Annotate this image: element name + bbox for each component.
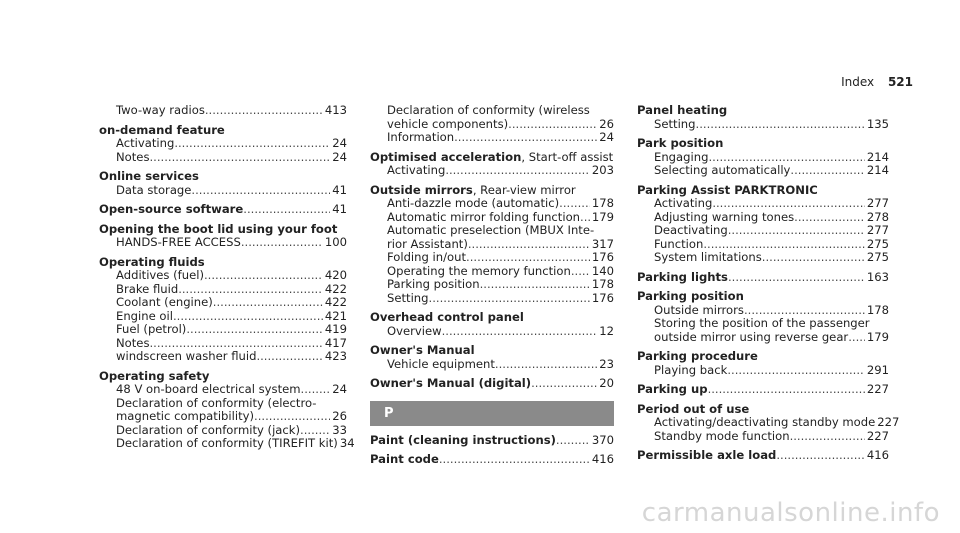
index-subentry bbox=[370, 211, 614, 225]
leader-dots bbox=[571, 265, 590, 279]
index-entry-continued: Declaration of conformity (wireless bbox=[387, 103, 590, 117]
page-header bbox=[841, 75, 913, 89]
leader-dots bbox=[454, 131, 597, 145]
entry-text: Activating bbox=[654, 196, 713, 210]
leader-dots bbox=[531, 377, 597, 391]
entry-text: Engine oil bbox=[116, 308, 173, 323]
leader-dots bbox=[559, 197, 590, 211]
index-subentry bbox=[99, 424, 347, 438]
entry-page: 277 bbox=[866, 196, 889, 210]
entry-page: 370 bbox=[591, 432, 614, 447]
leader-dots bbox=[708, 151, 864, 165]
leader-dots bbox=[727, 364, 865, 378]
entry-page: 179 bbox=[866, 329, 889, 344]
entry-page: 135 bbox=[866, 116, 889, 131]
entry-page: 100 bbox=[324, 235, 347, 249]
entry-text: Activating bbox=[387, 163, 446, 177]
entry-page: 140 bbox=[591, 263, 614, 278]
index-subentry bbox=[370, 358, 614, 372]
leader-dots bbox=[256, 350, 322, 364]
index-heading-entry bbox=[370, 377, 614, 391]
index-subentry bbox=[637, 224, 889, 238]
index-subentry bbox=[99, 104, 347, 118]
leader-dots bbox=[508, 118, 597, 132]
index-subentry bbox=[637, 251, 889, 265]
entry-page: 275 bbox=[866, 236, 889, 251]
index-heading bbox=[370, 184, 614, 198]
entry-text: Engaging bbox=[654, 149, 709, 164]
index-heading: Online services bbox=[99, 169, 199, 183]
entry-page: 227 bbox=[866, 382, 889, 396]
entry-page: 422 bbox=[324, 281, 347, 296]
leader-dots bbox=[150, 337, 323, 351]
entry-text: Folding in/out bbox=[387, 250, 467, 264]
entry-page: 214 bbox=[866, 149, 889, 164]
index-entry-continued: Declaration of conformity (electro- bbox=[116, 395, 317, 410]
leader-dots bbox=[301, 383, 331, 397]
index-heading-entry bbox=[99, 203, 347, 217]
entry-text: Anti-dazzle mode (automatic) bbox=[387, 196, 560, 210]
leader-dots bbox=[442, 325, 598, 339]
entry-text: Outside mirrors bbox=[654, 302, 744, 317]
index-heading: Parking position bbox=[637, 289, 744, 303]
index-subentry bbox=[370, 131, 614, 145]
entry-page: 163 bbox=[866, 269, 889, 284]
entry-page: 179 bbox=[591, 209, 614, 224]
index-subentry bbox=[370, 197, 614, 211]
index-heading: Parking procedure bbox=[637, 349, 758, 363]
entry-text: Setting bbox=[387, 290, 429, 305]
entry-page: 420 bbox=[324, 268, 347, 282]
leader-dots bbox=[848, 331, 865, 345]
leader-dots bbox=[173, 310, 323, 324]
leader-dots bbox=[728, 224, 865, 238]
leader-dots bbox=[439, 453, 590, 467]
entry-page: 227 bbox=[866, 428, 889, 443]
index-subentry bbox=[370, 251, 614, 265]
entry-text: Setting bbox=[654, 116, 696, 131]
entry-text: 48 V on-board electrical system bbox=[116, 382, 301, 396]
index-subentry bbox=[637, 211, 889, 225]
index-subentry bbox=[370, 292, 614, 306]
index-subentry bbox=[637, 238, 889, 252]
leader-dots bbox=[468, 238, 590, 252]
entry-page: 413 bbox=[324, 103, 347, 117]
leader-dots bbox=[254, 410, 330, 424]
entry-page: 20 bbox=[599, 376, 614, 390]
entry-page: 23 bbox=[599, 356, 614, 371]
leader-dots bbox=[178, 283, 323, 297]
index-entry-continued: Automatic preselection (MBUX Inte- bbox=[387, 223, 595, 237]
entry-text: outside mirror using reverse gear bbox=[654, 329, 849, 344]
index-heading-entry bbox=[637, 271, 889, 285]
index-subentry bbox=[99, 137, 347, 151]
index-heading: Operating safety bbox=[99, 368, 210, 383]
index-subentry bbox=[370, 265, 614, 279]
heading-see-also: , Start-off assist bbox=[521, 149, 614, 164]
index-subentry bbox=[99, 184, 347, 198]
entry-text: Declaration of conformity (jack) bbox=[116, 422, 301, 437]
entry-text: Notes bbox=[116, 335, 150, 350]
leader-dots bbox=[186, 323, 323, 337]
entry-text: Fuel (petrol) bbox=[116, 322, 187, 336]
entry-page: 24 bbox=[332, 149, 347, 164]
heading-text: Optimised acceleration bbox=[370, 149, 522, 164]
index-heading: Panel heating bbox=[637, 103, 728, 117]
entry-text: Data storage bbox=[116, 182, 192, 197]
entry-text: Paint code bbox=[370, 452, 439, 466]
index-subentry bbox=[99, 269, 347, 283]
entry-text: Parking up bbox=[637, 382, 708, 396]
entry-text: Standby mode function bbox=[654, 428, 790, 443]
index-subentry bbox=[99, 283, 347, 297]
entry-page: 421 bbox=[324, 308, 347, 323]
index-letter-heading: P bbox=[370, 401, 614, 426]
leader-dots bbox=[300, 424, 330, 438]
leader-dots bbox=[762, 251, 865, 265]
leader-dots bbox=[480, 278, 590, 292]
entry-page: 41 bbox=[332, 182, 347, 197]
index-subentry bbox=[99, 383, 347, 397]
index-subentry bbox=[99, 323, 347, 337]
leader-dots bbox=[708, 383, 865, 397]
index-subentry bbox=[637, 331, 889, 345]
entry-text: Activating bbox=[116, 136, 175, 150]
entry-text: Operating the memory function bbox=[387, 263, 571, 278]
index-heading: Parking Assist PARKTRONIC bbox=[637, 182, 818, 197]
entry-text: Deactivating bbox=[654, 223, 728, 237]
index-heading-entry bbox=[637, 383, 889, 397]
entry-page: 278 bbox=[866, 209, 889, 224]
entry-text: Declaration of conformity (TIREFIT kit) bbox=[116, 436, 338, 450]
index-heading: Period out of use bbox=[637, 401, 750, 416]
leader-dots bbox=[556, 434, 590, 448]
index-subentry bbox=[99, 310, 347, 324]
leader-dots bbox=[776, 449, 865, 463]
entry-page: 277 bbox=[866, 223, 889, 237]
index-subentry bbox=[99, 350, 347, 364]
entry-page: 317 bbox=[591, 236, 614, 251]
entry-page: 422 bbox=[324, 295, 347, 309]
entry-page: 178 bbox=[591, 277, 614, 291]
leader-dots bbox=[495, 358, 597, 372]
entry-page: 176 bbox=[591, 290, 614, 305]
entry-page: 41 bbox=[332, 202, 347, 216]
index-heading-entry bbox=[370, 434, 614, 448]
index-subentry bbox=[370, 118, 614, 132]
index-subentry bbox=[370, 325, 614, 339]
entry-page: 26 bbox=[332, 409, 347, 423]
entry-page: 227 bbox=[877, 415, 900, 429]
section-label: Index bbox=[841, 75, 875, 89]
leader-dots bbox=[712, 197, 865, 211]
index-subentry bbox=[637, 364, 889, 378]
index-subentry bbox=[99, 337, 347, 351]
index-entry-continued: Storing the position of the passenger bbox=[654, 316, 870, 330]
entry-text: Permissible axle load bbox=[637, 448, 777, 462]
entry-text: rior Assistant) bbox=[387, 236, 468, 251]
entry-page: 26 bbox=[599, 116, 614, 131]
index-heading: Overhead control panel bbox=[370, 310, 524, 324]
index-heading: Opening the boot lid using your foot bbox=[99, 221, 338, 236]
index-subentry bbox=[637, 430, 889, 444]
leader-dots bbox=[703, 238, 865, 252]
leader-dots bbox=[205, 104, 323, 118]
entry-text: Coolant (engine) bbox=[116, 295, 213, 309]
entry-page: 178 bbox=[591, 196, 614, 210]
leader-dots bbox=[696, 118, 865, 132]
index-heading: Owner's Manual bbox=[370, 343, 475, 357]
entry-text: HANDS-FREE ACCESS bbox=[116, 235, 241, 249]
leader-dots bbox=[213, 296, 323, 310]
entry-text: Overview bbox=[387, 323, 442, 338]
entry-page: 275 bbox=[866, 250, 889, 264]
entry-text: magnetic compatibility) bbox=[116, 409, 255, 423]
leader-dots bbox=[794, 211, 865, 225]
entry-text: Information bbox=[387, 130, 455, 144]
heading-see-also: , Rear-view mirror bbox=[472, 182, 576, 197]
entry-text: Owner's Manual (digital) bbox=[370, 376, 532, 390]
entry-text: Open-source software bbox=[99, 202, 244, 216]
index-subentry bbox=[637, 415, 900, 430]
index-subentry bbox=[99, 236, 347, 250]
entry-text: Paint (cleaning instructions) bbox=[370, 432, 556, 447]
index-heading: on-demand feature bbox=[99, 122, 225, 137]
leader-dots bbox=[744, 304, 865, 318]
entry-page: 24 bbox=[599, 130, 614, 144]
entry-text: Parking position bbox=[387, 277, 480, 291]
leader-dots bbox=[150, 151, 331, 165]
entry-text: Activating/deactivating standby mode bbox=[654, 415, 876, 429]
index-subentry bbox=[370, 278, 614, 292]
entry-page: 12 bbox=[599, 323, 614, 338]
index-subentry bbox=[99, 436, 355, 451]
index-heading-entry bbox=[637, 449, 889, 463]
entry-page: 33 bbox=[332, 422, 347, 437]
leader-dots bbox=[790, 164, 864, 178]
entry-text: Playing back bbox=[654, 362, 728, 377]
leader-dots bbox=[174, 137, 330, 151]
index-subentry bbox=[99, 410, 347, 424]
index-column-1 bbox=[99, 103, 355, 451]
watermark-logo: carmanualsonline.info bbox=[641, 498, 940, 528]
index-heading: Operating fluids bbox=[99, 254, 205, 269]
leader-dots bbox=[790, 430, 865, 444]
index-column-3 bbox=[637, 103, 900, 463]
index-column-2 bbox=[370, 104, 614, 467]
entry-text: windscreen washer fluid bbox=[116, 349, 257, 363]
entry-page: 416 bbox=[866, 448, 889, 462]
leader-dots bbox=[445, 164, 590, 178]
entry-page: 203 bbox=[591, 163, 614, 177]
index-subentry bbox=[637, 197, 889, 211]
entry-page: 419 bbox=[324, 322, 347, 336]
page-number: 521 bbox=[887, 75, 913, 89]
index-subentry bbox=[370, 238, 614, 252]
leader-dots bbox=[243, 203, 330, 217]
entry-text: Selecting automatically bbox=[654, 163, 791, 177]
entry-page: 178 bbox=[866, 302, 889, 317]
index-subentry bbox=[370, 164, 614, 178]
entry-page: 176 bbox=[591, 250, 614, 264]
entry-page: 416 bbox=[591, 452, 614, 466]
entry-text: Function bbox=[654, 236, 704, 251]
entry-text: Two-way radios bbox=[116, 103, 205, 117]
index-subentry bbox=[637, 164, 889, 178]
entry-page: 34 bbox=[339, 436, 355, 450]
entry-text: Notes bbox=[116, 149, 150, 164]
entry-page: 417 bbox=[324, 335, 347, 350]
index-subentry bbox=[99, 296, 347, 310]
entry-text: System limitations bbox=[654, 250, 762, 264]
entry-page: 24 bbox=[332, 382, 347, 396]
entry-page: 214 bbox=[866, 163, 889, 177]
entry-page: 291 bbox=[866, 362, 889, 377]
leader-dots bbox=[241, 236, 323, 250]
index-heading-entry bbox=[370, 453, 614, 467]
index-subentry bbox=[637, 118, 889, 132]
leader-dots bbox=[191, 184, 330, 198]
index-heading: Park position bbox=[637, 136, 724, 150]
entry-text: Automatic mirror folding function bbox=[387, 209, 581, 224]
heading-text: Outside mirrors bbox=[370, 182, 473, 197]
leader-dots bbox=[580, 211, 590, 225]
entry-text: Additives (fuel) bbox=[116, 268, 204, 282]
leader-dots bbox=[728, 271, 865, 285]
index-heading bbox=[370, 151, 614, 165]
entry-page: 423 bbox=[324, 349, 347, 363]
index-subentry bbox=[99, 151, 347, 165]
entry-page: 24 bbox=[332, 136, 347, 150]
leader-dots bbox=[429, 292, 590, 306]
entry-text: Parking lights bbox=[637, 269, 728, 284]
index-subentry bbox=[637, 151, 889, 165]
leader-dots bbox=[204, 269, 323, 283]
entry-text: Vehicle equipment bbox=[387, 356, 495, 371]
entry-text: vehicle components) bbox=[387, 116, 509, 131]
leader-dots bbox=[466, 251, 590, 265]
entry-text: Adjusting warning tones bbox=[654, 209, 795, 224]
entry-text: Brake fluid bbox=[116, 281, 179, 296]
index-subentry bbox=[637, 304, 889, 318]
